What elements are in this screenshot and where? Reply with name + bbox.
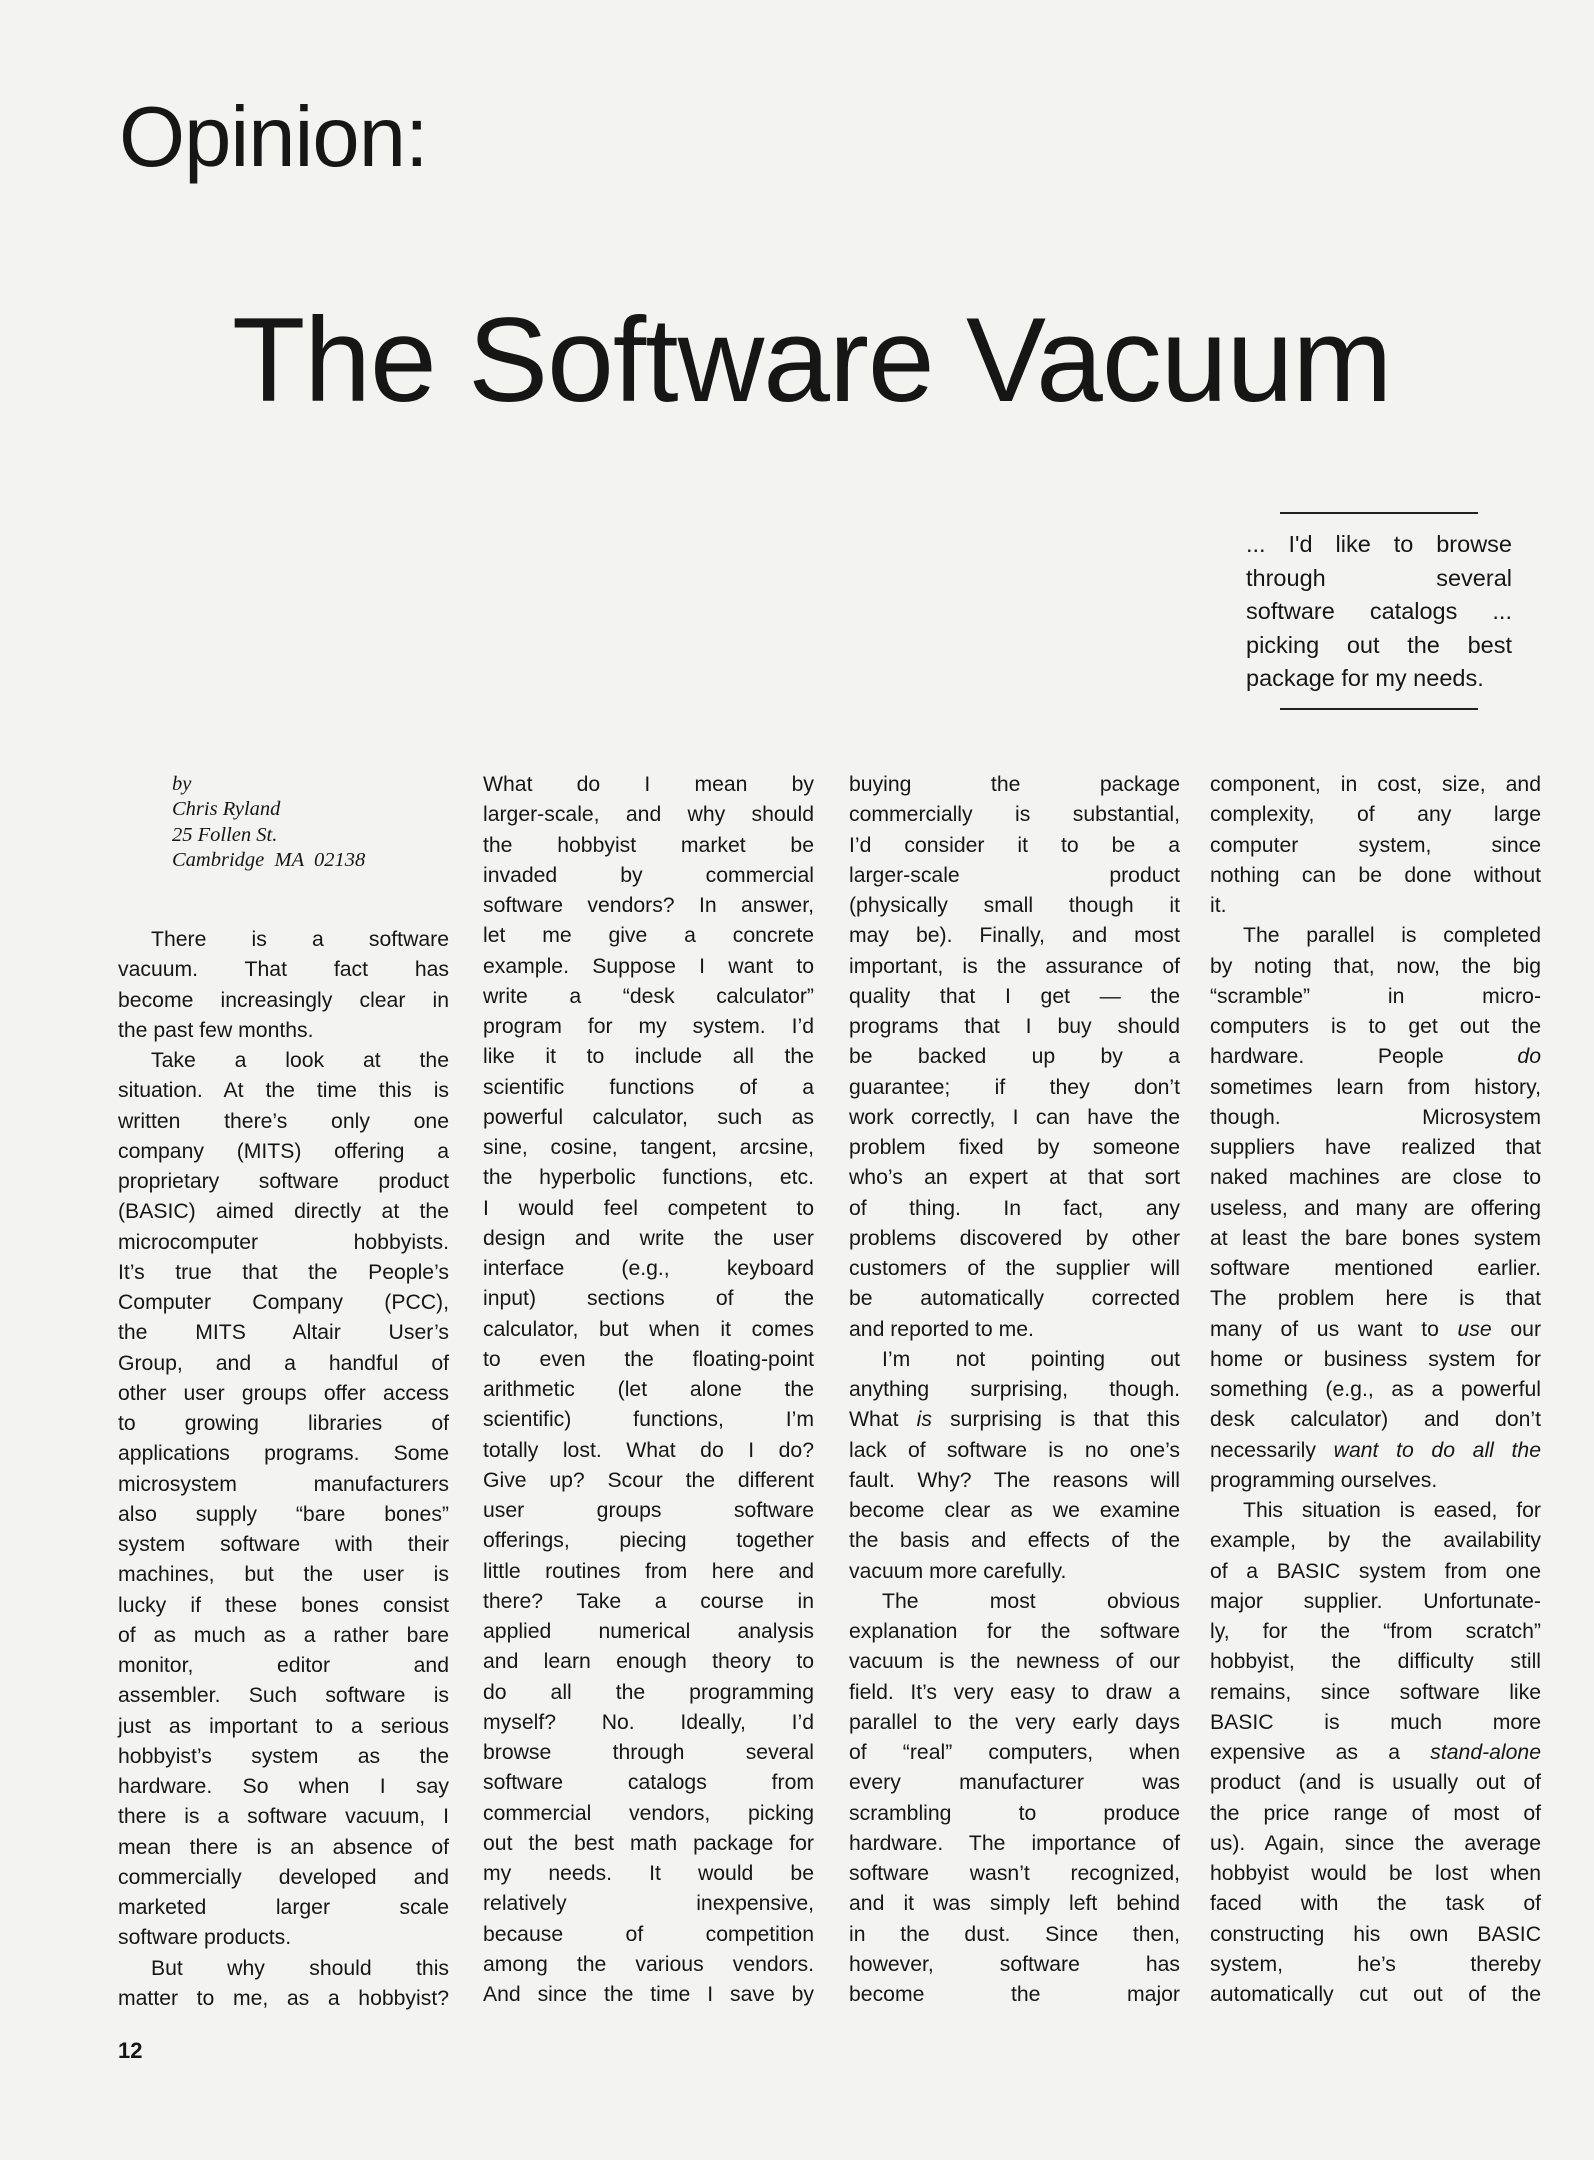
- text-line: BASIC is much more: [1210, 1710, 1541, 1734]
- text-line: Take a look at the: [151, 1049, 449, 1072]
- text-line: customers of the supplier will: [849, 1257, 1180, 1280]
- byline: [172, 772, 365, 873]
- italic-text-segment: want to do all the: [1333, 1438, 1541, 1462]
- article-title: The Software Vacuum: [232, 293, 1392, 427]
- text-line: may be). Finally, and most: [849, 924, 1180, 948]
- italic-text-segment: do: [1517, 1045, 1541, 1069]
- pull-quote-bottom-rule: [1280, 708, 1478, 710]
- text-segment: What: [849, 1408, 917, 1432]
- text-line: at least the bare bones system: [1210, 1226, 1541, 1250]
- text-line: the MITS Altair User’s: [118, 1321, 449, 1345]
- text-line: though. Microsystem: [1210, 1105, 1541, 1129]
- text-segment: necessarily: [1210, 1438, 1334, 1462]
- text-line: because of competition: [483, 1922, 814, 1946]
- text-line: invaded by commercial: [483, 863, 814, 887]
- text-line: useless, and many are offering: [1210, 1196, 1541, 1220]
- text-line: program for my system. I’d: [483, 1015, 814, 1038]
- text-line: nothing can be done without: [1210, 863, 1541, 887]
- text-line: proprietary software product: [118, 1170, 449, 1193]
- text-line: who’s an expert at that sort: [849, 1166, 1180, 1190]
- text-line: also supply “bare bones”: [118, 1502, 449, 1526]
- text-line: programs that I buy should: [849, 1015, 1180, 1038]
- text-line: What do I mean by: [483, 773, 814, 796]
- text-line: lucky if these bones consist: [118, 1593, 449, 1617]
- text-line: remains, since software like: [1210, 1680, 1541, 1704]
- text-line: problem fixed by someone: [849, 1136, 1180, 1159]
- pull-quote-line: picking out the best: [1246, 631, 1512, 658]
- italic-text-segment: is: [916, 1408, 932, 1432]
- text-line: become the major: [849, 1983, 1180, 2006]
- text-line: buying the package: [849, 773, 1180, 796]
- text-line: other user groups offer access: [118, 1381, 449, 1405]
- text-line: assembler. Such software is: [118, 1684, 449, 1708]
- text-line: in the dust. Since then,: [849, 1922, 1180, 1946]
- text-line: among the various vendors.: [483, 1952, 814, 1976]
- text-line: computer system, since: [1210, 833, 1541, 857]
- text-line: computers is to get out the: [1210, 1015, 1541, 1038]
- text-line: vacuum is the newness of our: [849, 1650, 1180, 1674]
- text-line: be backed up by a: [849, 1045, 1180, 1069]
- text-line: the hyperbolic functions, etc.: [483, 1166, 814, 1190]
- text-line: us). Again, since the average: [1210, 1831, 1541, 1855]
- text-line: ly, for the “from scratch”: [1210, 1620, 1541, 1643]
- text-segment: our: [1491, 1317, 1541, 1341]
- text-line: and learn enough theory to: [483, 1650, 814, 1674]
- text-line: marketed larger scale: [118, 1896, 449, 1919]
- text-line: larger-scale product: [849, 863, 1180, 887]
- italic-text-segment: stand-alone: [1430, 1741, 1541, 1764]
- text-line: calculator, but when it comes: [483, 1317, 814, 1341]
- text-line: Computer Company (PCC),: [118, 1291, 449, 1314]
- text-line: microcomputer hobbyists.: [118, 1230, 449, 1254]
- text-line: software mentioned earlier.: [1210, 1257, 1541, 1280]
- text-line: And since the time I save by: [483, 1983, 814, 2006]
- text-line: matter to me, as a hobbyist?: [118, 1986, 449, 2010]
- text-line: system, he’s thereby: [1210, 1952, 1541, 1976]
- text-line: complexity, of any large: [1210, 803, 1541, 827]
- text-line: The most obvious: [882, 1589, 1180, 1613]
- text-line: vacuum more carefully.: [849, 1559, 1067, 1583]
- text-line: hobbyist would be lost when: [1210, 1862, 1541, 1885]
- pull-quote-line: software catalogs ...: [1246, 598, 1512, 625]
- text-line: become clear as we examine: [849, 1499, 1180, 1522]
- text-line: fault. Why? The reasons will: [849, 1468, 1180, 1492]
- text-line: be automatically corrected: [849, 1287, 1180, 1311]
- text-line: [1210, 1738, 1541, 1768]
- text-line: anything surprising, though.: [849, 1378, 1180, 1401]
- text-line: the hobbyist market be: [483, 833, 814, 857]
- text-line: larger-scale, and why should: [483, 803, 814, 827]
- text-segment: expensive as a: [1210, 1741, 1431, 1764]
- text-line: scientific) functions, I’m: [483, 1408, 814, 1432]
- text-line: the past few months.: [118, 1018, 314, 1042]
- text-line: powerful calculator, such as: [483, 1105, 814, 1129]
- text-line: The parallel is completed: [1243, 924, 1541, 948]
- text-line: arithmetic (let alone the: [483, 1378, 814, 1401]
- text-segment: hardware. People: [1210, 1045, 1518, 1069]
- text-line: relatively inexpensive,: [483, 1892, 814, 1916]
- text-line: machines, but the user is: [118, 1563, 449, 1587]
- text-line: monitor, editor and: [118, 1654, 449, 1677]
- text-line: [849, 1405, 1180, 1435]
- text-line: let me give a concrete: [483, 924, 814, 948]
- text-line: user groups software: [483, 1499, 814, 1522]
- text-line: there is a software vacuum, I: [118, 1805, 449, 1829]
- text-line: system software with their: [118, 1533, 449, 1556]
- text-line: desk calculator) and don’t: [1210, 1408, 1541, 1432]
- text-line: faced with the task of: [1210, 1892, 1541, 1916]
- text-line: explanation for the software: [849, 1620, 1180, 1643]
- text-line: example. Suppose I want to: [483, 954, 814, 978]
- text-line: programming ourselves.: [1210, 1468, 1438, 1492]
- text-line: offerings, piecing together: [483, 1529, 814, 1553]
- text-line: quality that I get — the: [849, 984, 1180, 1008]
- text-line: situation. At the time this is: [118, 1079, 449, 1103]
- text-line: parallel to the very early days: [849, 1710, 1180, 1734]
- text-line: suppliers have realized that: [1210, 1136, 1541, 1159]
- text-line: by noting that, now, the big: [1210, 954, 1541, 978]
- text-line: Group, and a handful of: [118, 1351, 449, 1375]
- text-line: important, is the assurance of: [849, 954, 1180, 978]
- article-column-3: [849, 770, 1180, 2010]
- text-line: sine, cosine, tangent, arcsine,: [483, 1136, 814, 1159]
- text-line: scrambling to produce: [849, 1801, 1180, 1825]
- text-line: component, in cost, size, and: [1210, 773, 1541, 796]
- text-line: vacuum. That fact has: [118, 958, 449, 982]
- page-number: 12: [118, 2038, 143, 2063]
- text-line: (BASIC) aimed directly at the: [118, 1200, 449, 1224]
- text-line: hobbyist’s system as the: [118, 1744, 449, 1768]
- pull-quote-line: package for my needs.: [1246, 665, 1484, 692]
- text-line: problems discovered by other: [849, 1226, 1180, 1250]
- text-line: microsystem manufacturers: [118, 1472, 449, 1496]
- text-line: hardware. So when I say: [118, 1775, 449, 1798]
- text-line: company (MITS) offering a: [118, 1139, 449, 1163]
- byline-by: by: [172, 773, 192, 795]
- text-line: But why should this: [151, 1956, 449, 1980]
- text-line: automatically cut out of the: [1210, 1983, 1541, 2006]
- text-line: [1210, 1315, 1541, 1345]
- text-line: The problem here is that: [1210, 1287, 1541, 1311]
- text-line: do all the programming: [483, 1680, 814, 1704]
- text-line: of a BASIC system from one: [1210, 1559, 1541, 1583]
- text-line: software wasn’t recognized,: [849, 1862, 1180, 1885]
- text-line: written there’s only one: [118, 1109, 449, 1133]
- text-line: however, software has: [849, 1952, 1180, 1976]
- text-line: (physically small though it: [849, 894, 1180, 917]
- text-line: This situation is eased, for: [1243, 1499, 1541, 1522]
- text-line: applications programs. Some: [118, 1442, 449, 1466]
- italic-text-segment: use: [1457, 1317, 1492, 1341]
- text-line: commercial vendors, picking: [483, 1801, 814, 1825]
- text-line: become increasingly clear in: [118, 988, 449, 1012]
- text-line: my needs. It would be: [483, 1862, 814, 1885]
- text-line: I would feel competent to: [483, 1196, 814, 1220]
- text-line: there? Take a course in: [483, 1589, 814, 1613]
- text-line: commercially is substantial,: [849, 803, 1180, 827]
- byline-author: Chris Ryland: [172, 798, 281, 821]
- text-line: software vendors? In answer,: [483, 894, 814, 917]
- text-line: to growing libraries of: [118, 1412, 449, 1435]
- text-line: It’s true that the People’s: [118, 1260, 449, 1284]
- text-line: field. It’s very easy to draw a: [849, 1680, 1180, 1704]
- byline-city: Cambridge MA 02138: [172, 848, 366, 871]
- text-segment: surprising is that this: [931, 1408, 1180, 1432]
- text-line: scientific functions of a: [483, 1075, 814, 1099]
- text-line: product (and is usually out of: [1210, 1771, 1541, 1795]
- text-line: write a “desk calculator”: [483, 984, 814, 1008]
- text-line: little routines from here and: [483, 1559, 814, 1583]
- text-line: example, by the availability: [1210, 1529, 1541, 1553]
- text-line: [1210, 1042, 1541, 1072]
- text-line: There is a software: [151, 928, 449, 951]
- text-line: constructing his own BASIC: [1210, 1922, 1541, 1946]
- text-line: naked machines are close to: [1210, 1166, 1541, 1190]
- text-line: I’m not pointing out: [882, 1347, 1180, 1371]
- article-column-4: [1210, 770, 1541, 2010]
- text-line: input) sections of the: [483, 1287, 814, 1311]
- text-line: the price range of most of: [1210, 1801, 1541, 1825]
- text-line: major supplier. Unfortunate-: [1210, 1589, 1541, 1613]
- text-line: the basis and effects of the: [849, 1529, 1180, 1553]
- text-line: to even the floating-point: [483, 1347, 814, 1371]
- text-line: every manufacturer was: [849, 1771, 1180, 1795]
- text-line: sometimes learn from history,: [1210, 1075, 1541, 1099]
- pull-quote-line: through several: [1246, 564, 1512, 591]
- text-line: “scramble” in micro-: [1210, 984, 1541, 1008]
- text-line: out the best math package for: [483, 1831, 814, 1855]
- text-line: and reported to me.: [849, 1317, 1034, 1341]
- text-line: something (e.g., as a powerful: [1210, 1378, 1541, 1401]
- text-line: lack of software is no one’s: [849, 1438, 1180, 1462]
- text-line: Give up? Scour the different: [483, 1468, 814, 1492]
- text-line: and it was simply left behind: [849, 1892, 1180, 1916]
- text-line: of thing. In fact, any: [849, 1196, 1180, 1220]
- text-line: design and write the user: [483, 1226, 814, 1250]
- text-line: it.: [1210, 894, 1227, 917]
- text-line: browse through several: [483, 1741, 814, 1764]
- text-line: software products.: [118, 1926, 292, 1950]
- text-line: [1210, 1436, 1541, 1466]
- text-line: myself? No. Ideally, I’d: [483, 1710, 814, 1734]
- text-line: of “real” computers, when: [849, 1741, 1180, 1764]
- text-line: hobbyist, the difficulty still: [1210, 1650, 1541, 1674]
- section-kicker: Opinion:: [119, 90, 428, 185]
- text-line: commercially developed and: [118, 1865, 449, 1889]
- text-segment: many of us want to: [1210, 1317, 1458, 1341]
- text-line: hardware. The importance of: [849, 1831, 1180, 1855]
- text-line: I’d consider it to be a: [849, 833, 1180, 857]
- text-line: guarantee; if they don’t: [849, 1075, 1180, 1099]
- text-line: of as much as a rather bare: [118, 1623, 449, 1647]
- text-line: software catalogs from: [483, 1771, 814, 1795]
- pull-quote-text: [1246, 514, 1512, 708]
- text-line: applied numerical analysis: [483, 1620, 814, 1643]
- text-line: just as important to a serious: [118, 1714, 449, 1738]
- byline-street: 25 Follen St.: [172, 823, 278, 846]
- text-line: home or business system for: [1210, 1347, 1541, 1371]
- article-column-2: [483, 770, 814, 2010]
- pull-quote: [1246, 512, 1512, 710]
- text-line: work correctly, I can have the: [849, 1105, 1180, 1129]
- text-line: mean there is an absence of: [118, 1835, 449, 1859]
- text-line: totally lost. What do I do?: [483, 1438, 814, 1462]
- pull-quote-line: ... I'd like to browse: [1246, 531, 1512, 557]
- article-column-1: [118, 925, 449, 2014]
- text-line: like it to include all the: [483, 1045, 814, 1069]
- text-line: interface (e.g., keyboard: [483, 1257, 814, 1280]
